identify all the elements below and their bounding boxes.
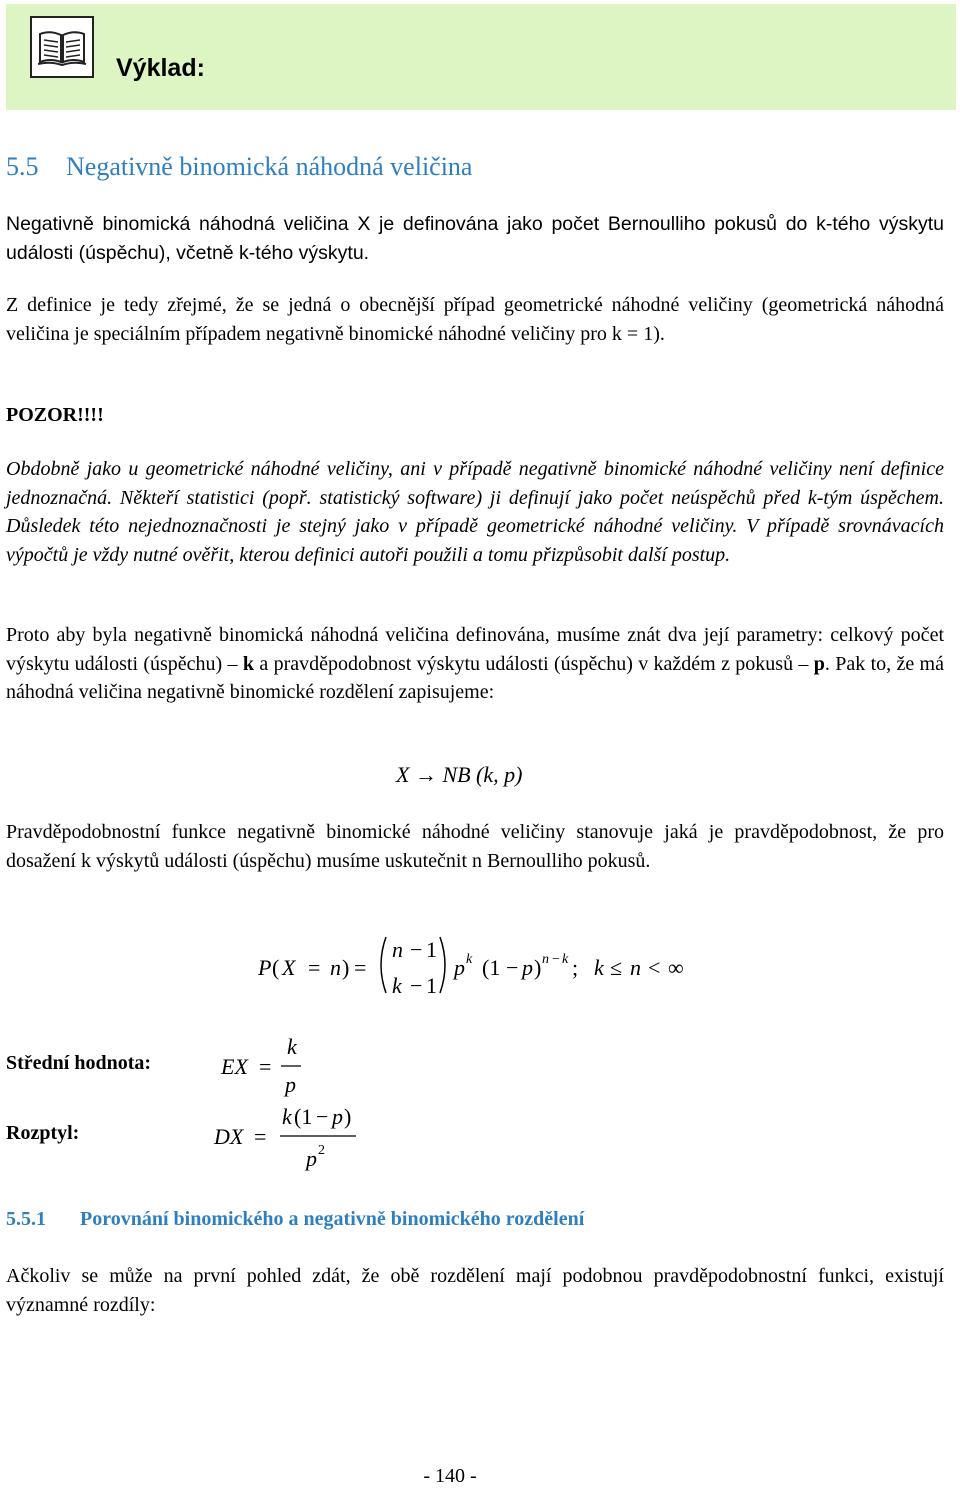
comparison-intro-paragraph: Ačkoliv se může na první pohled zdát, že obě rozdělení mají podobnou pravděpodobnostní funkci, existují významné rozdíly: [6, 1265, 944, 1316]
svg-text:P: P [258, 955, 272, 980]
svg-text:∞: ∞ [668, 955, 684, 980]
definition-paragraph: Negativně binomická náhodná veličina X je definována jako počet Bernoulliho pokusů do k-tého výskytu události (úspěchu), včetně k-tého výskytu. [6, 213, 944, 264]
svg-text:;: ; [572, 955, 579, 980]
svg-text:−: − [552, 952, 560, 967]
svg-text:n: n [330, 955, 341, 980]
param-p: p [813, 652, 825, 675]
params-text-1: Proto aby byla negativně binomická náhodná veličina definována, musíme znát dva její parametry: celkový počet výskytu události (úspěchu) – [6, 624, 944, 675]
svg-text:p: p [285, 1072, 296, 1097]
svg-text:k: k [466, 952, 473, 967]
svg-text:p: p [332, 1104, 343, 1129]
params-text-3: . Pak to, že má náhodná veličina negativně binomické rozdělení zapisujeme: [6, 652, 944, 703]
parameters-paragraph [6, 621, 944, 707]
svg-text:<: < [648, 955, 661, 980]
svg-text:k: k [392, 973, 402, 998]
warning-paragraph: Obdobně jako u geometrické náhodné veličiny, ani v případě negativně binomické náhodné veličiny není definice jednoznačná. Někteří statistici (popř. statistický software) ji definují jako počet neúspěchů před k-tým úspěchem. Důsledek této nejednoznačnosti je stejný jako v případě geometrické náhodné veličiny. V případě srovnávacích výpočtů je vždy nutné ověřit, kterou definici autoři použili a tomu přizpůsobit další postup. [6, 458, 944, 566]
warning-label: POZOR!!!! [6, 404, 104, 426]
pmf-formula [250, 925, 710, 1005]
relation-paragraph: Z definice je tedy zřejmé, že se jedná o obecnější případ geometrické náhodné veličiny (geometrická náhodná veličina je speciálním případem negativně binomické náhodné veličiny pro k = 1). [6, 294, 944, 345]
subsection-number: 5.5.1 [6, 1208, 46, 1230]
mean-formula [215, 1030, 335, 1100]
section-title: Negativně binomická náhodná veličina [66, 152, 473, 181]
svg-text:n: n [542, 952, 549, 967]
svg-text:): ) [342, 955, 350, 980]
banner-title: Výklad: [116, 54, 205, 82]
svg-text:−: − [506, 955, 519, 980]
svg-text:1: 1 [426, 937, 437, 962]
page-number: - 140 - [423, 1465, 477, 1487]
params-text-2: a pravděpodobnost výskytu události (úspěchu) v každém z pokusů – [259, 652, 809, 675]
svg-text:k: k [282, 1104, 292, 1129]
svg-text:EX: EX [221, 1054, 248, 1079]
mean-label: Střední hodnota: [6, 1052, 152, 1074]
svg-text:−: − [316, 1104, 329, 1129]
svg-text:1: 1 [426, 973, 437, 998]
svg-text:DX: DX [214, 1124, 244, 1149]
svg-text:=: = [259, 1054, 272, 1079]
svg-text:(: ( [272, 955, 280, 980]
open-book-icon [30, 16, 94, 78]
svg-text:≤: ≤ [610, 955, 623, 980]
svg-text:): ) [534, 955, 542, 980]
variance-label: Rozptyl: [6, 1122, 80, 1144]
svg-text:p: p [306, 1146, 317, 1171]
svg-text:−: − [410, 973, 423, 998]
svg-text:=: = [308, 955, 321, 980]
svg-text:k: k [594, 955, 604, 980]
svg-text:k: k [562, 952, 569, 967]
svg-text:−: − [410, 937, 423, 962]
section-heading [6, 152, 472, 182]
header-banner [6, 4, 956, 110]
svg-text:k: k [287, 1034, 297, 1059]
svg-text:(1: (1 [294, 1104, 313, 1129]
param-k: k [242, 652, 255, 675]
svg-text:=: = [354, 955, 367, 980]
svg-text:X: X [282, 955, 296, 980]
svg-text:): ) [344, 1104, 352, 1129]
svg-text:p: p [454, 955, 465, 980]
pmf-intro-paragraph: Pravděpodobnostní funkce negativně binomické náhodné veličiny stanovuje jaká je pravděpodobnost, že pro dosažení k výskytů události (úspěchu) musíme uskutečnit n Bernoulliho pokusů. [6, 821, 944, 872]
svg-text:p: p [522, 955, 533, 980]
subsection-title: Porovnání binomického a negativně binomického rozdělení [80, 1208, 585, 1230]
svg-text:=: = [254, 1124, 267, 1149]
svg-text:n: n [630, 955, 641, 980]
section-number: 5.5 [6, 152, 39, 181]
variance-formula [210, 1100, 380, 1180]
svg-text:2: 2 [318, 1143, 325, 1158]
svg-text:n: n [392, 937, 403, 962]
subsection-heading [6, 1208, 584, 1231]
svg-text:(1: (1 [482, 955, 501, 980]
notation-formula: X → NB (k, p) [396, 762, 523, 787]
